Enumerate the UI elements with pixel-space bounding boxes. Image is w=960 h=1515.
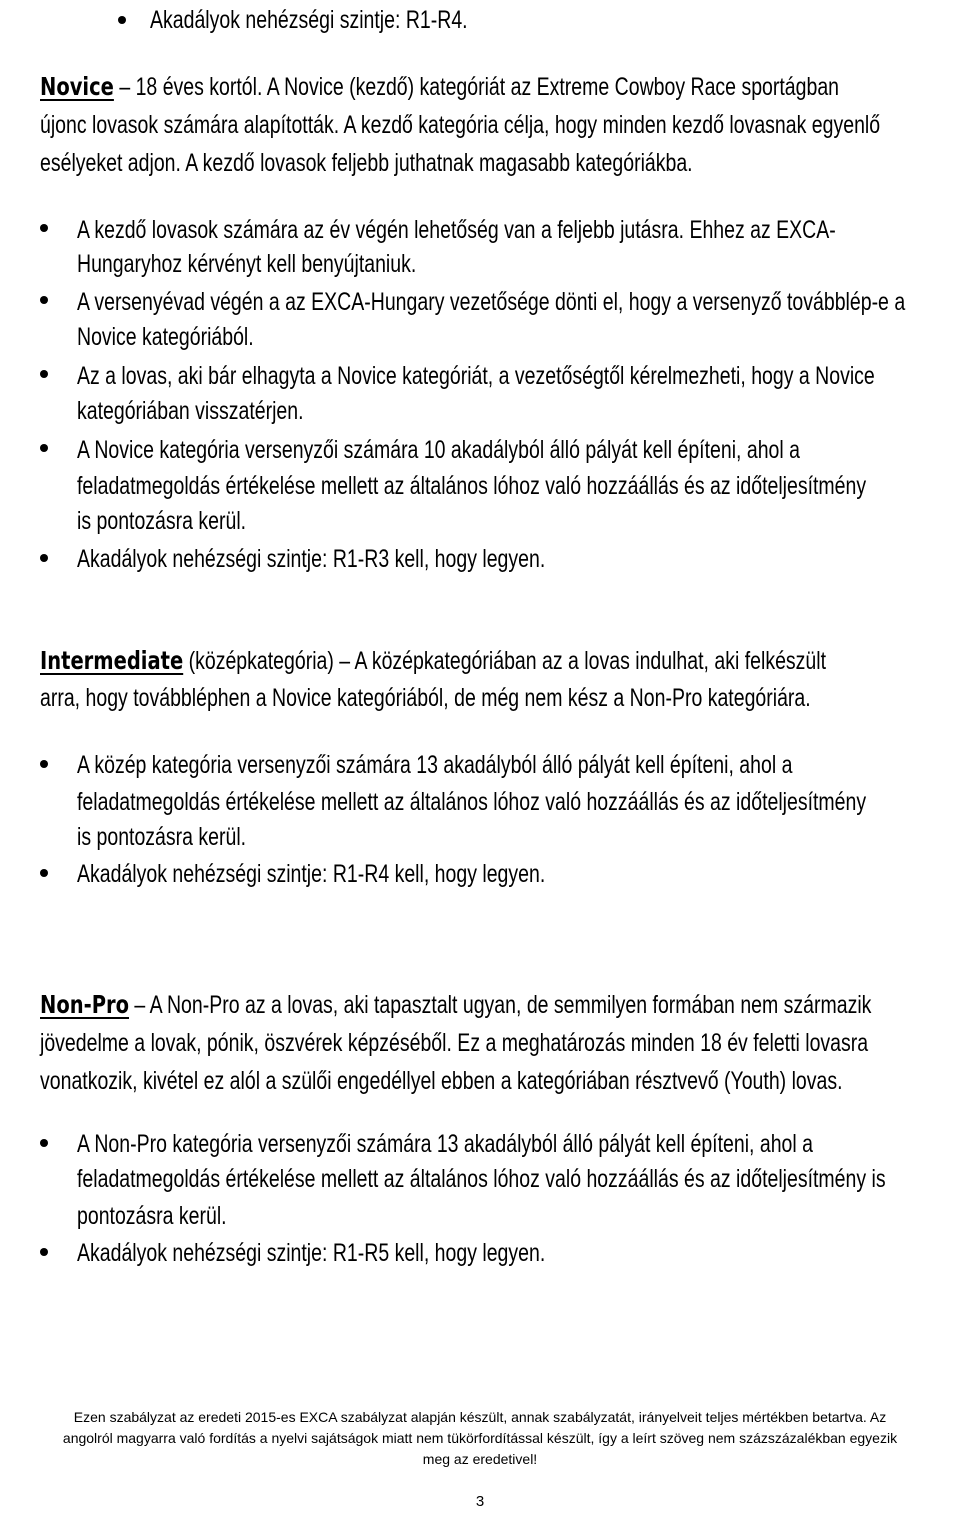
novice-bullet-4-line2: feladatmegoldás értékelése mellett az általános lóhoz való hozzáállás és az időteljesítmény bbox=[77, 472, 867, 500]
nonpro-bullet-1-line2: feladatmegoldás értékelése mellett az általános lóhoz való hozzáállás és az időteljesítmény is bbox=[77, 1165, 886, 1193]
nonpro-bullet-1-line3: pontozásra kerül. bbox=[77, 1202, 227, 1230]
intermediate-bullet-1-line1: A közép kategória versenyzői számára 13 akadályból álló pályát kell építeni, ahol a bbox=[77, 751, 793, 779]
novice-intro-line1 bbox=[40, 68, 839, 106]
nonpro-heading: Non-Pro bbox=[40, 990, 130, 1019]
novice-bullet-2-line2: Novice kategóriából. bbox=[77, 323, 254, 351]
bullet-marker bbox=[40, 296, 48, 304]
novice-intro-line3: esélyeket adjon. A kezdő lovasok feljebb juthatnak magasabb kategóriákba. bbox=[40, 149, 693, 177]
nonpro-bullet-1-line1: A Non-Pro kategória versenyzői számára 13 akadályból álló pályát kell építeni, ahol a bbox=[77, 1130, 814, 1158]
novice-bullet-3-line2: kategóriában visszatérjen. bbox=[77, 397, 304, 425]
novice-bullet-1-line2: Hungaryhoz kérvényt kell benyújtaniuk. bbox=[77, 250, 417, 278]
page-number: 3 bbox=[475, 1493, 485, 1510]
novice-heading: Novice bbox=[40, 72, 114, 101]
novice-bullet-1-line1: A kezdő lovasok számára az év végén lehetőség van a feljebb jutásra. Ehhez az EXCA- bbox=[77, 216, 836, 244]
bullet-marker bbox=[40, 1139, 48, 1147]
nonpro-bullet-2-line1: Akadályok nehézségi szintje: R1-R5 kell, hogy legyen. bbox=[77, 1239, 546, 1267]
novice-bullet-5-line1: Akadályok nehézségi szintje: R1-R3 kell, hogy legyen. bbox=[77, 545, 546, 573]
bullet-marker bbox=[118, 16, 126, 24]
footer-line-3: meg az eredetivel! bbox=[422, 1451, 538, 1467]
intermediate-bullet-2-line1: Akadályok nehézségi szintje: R1-R4 kell, hogy legyen. bbox=[77, 860, 546, 888]
novice-bullet-4-line3: is pontozásra kerül. bbox=[77, 507, 247, 535]
intermediate-intro-line2: arra, hogy továbbléphen a Novice kategóriából, de még nem kész a Non-Pro kategóriára. bbox=[40, 684, 811, 712]
bullet-marker bbox=[40, 370, 48, 378]
bullet-marker bbox=[40, 444, 48, 452]
intermediate-intro-text: (középkategória) – A középkategóriában az a lovas indulhat, aki felkészült bbox=[183, 647, 827, 675]
top-bullet-text: Akadályok nehézségi szintje: R1-R4. bbox=[150, 6, 468, 34]
footer-line-1: Ezen szabályzat az eredeti 2015-es EXCA szabályzat alapján készült, annak szabályzatát, irányelveit teljes mértékben betartva. Az bbox=[73, 1409, 887, 1425]
novice-intro-line2: újonc lovasok számára alapították. A kezdő kategória célja, hogy minden kezdő lovasnak egyenlő bbox=[40, 111, 881, 139]
nonpro-intro-text: – A Non-Pro az a lovas, aki tapasztalt ugyan, de semmilyen formában nem származik bbox=[129, 991, 872, 1019]
bullet-marker bbox=[40, 554, 48, 562]
novice-bullet-3-line1: Az a lovas, aki bár elhagyta a Novice kategóriát, a vezetőségtől kérelmezheti, hogy a Novice bbox=[77, 362, 875, 390]
intermediate-heading: Intermediate bbox=[40, 646, 184, 675]
novice-bullet-4-line1: A Novice kategória versenyzői számára 10 akadályból álló pályát kell építeni, ahol a bbox=[77, 436, 800, 464]
bullet-marker bbox=[40, 1248, 48, 1256]
bullet-marker bbox=[40, 760, 48, 768]
intermediate-intro-line1 bbox=[40, 642, 826, 680]
novice-bullet-2-line1: A versenyévad végén a az EXCA-Hungary vezetősége dönti el, hogy a versenyző továbblép-e a bbox=[77, 288, 906, 316]
bullet-marker bbox=[40, 869, 48, 877]
bullet-marker bbox=[40, 224, 48, 232]
intermediate-bullet-1-line2: feladatmegoldás értékelése mellett az általános lóhoz való hozzáállás és az időteljesítmény bbox=[77, 788, 867, 816]
nonpro-intro-line2: jövedelme a lovak, pónik, öszvérek képzéséből. Ez a meghatározás minden 18 év feletti lovasra bbox=[40, 1029, 869, 1057]
nonpro-intro-line3: vonatkozik, kivétel ez alól a szülői engedéllyel ebben a kategóriában résztvevő (Youth) lovas. bbox=[40, 1067, 843, 1095]
nonpro-intro-line1 bbox=[40, 986, 871, 1024]
novice-intro-text: – 18 éves kortól. A Novice (kezdő) kategóriát az Extreme Cowboy Race sportágban bbox=[113, 73, 840, 101]
footer-line-2: angolról magyarra való fordítás a nyelvi sajátságok miatt nem tükörfordítással készült, így a leírt szöveg nem százszázalékban egyezik bbox=[62, 1430, 898, 1446]
intermediate-bullet-1-line3: is pontozásra kerül. bbox=[77, 823, 247, 851]
